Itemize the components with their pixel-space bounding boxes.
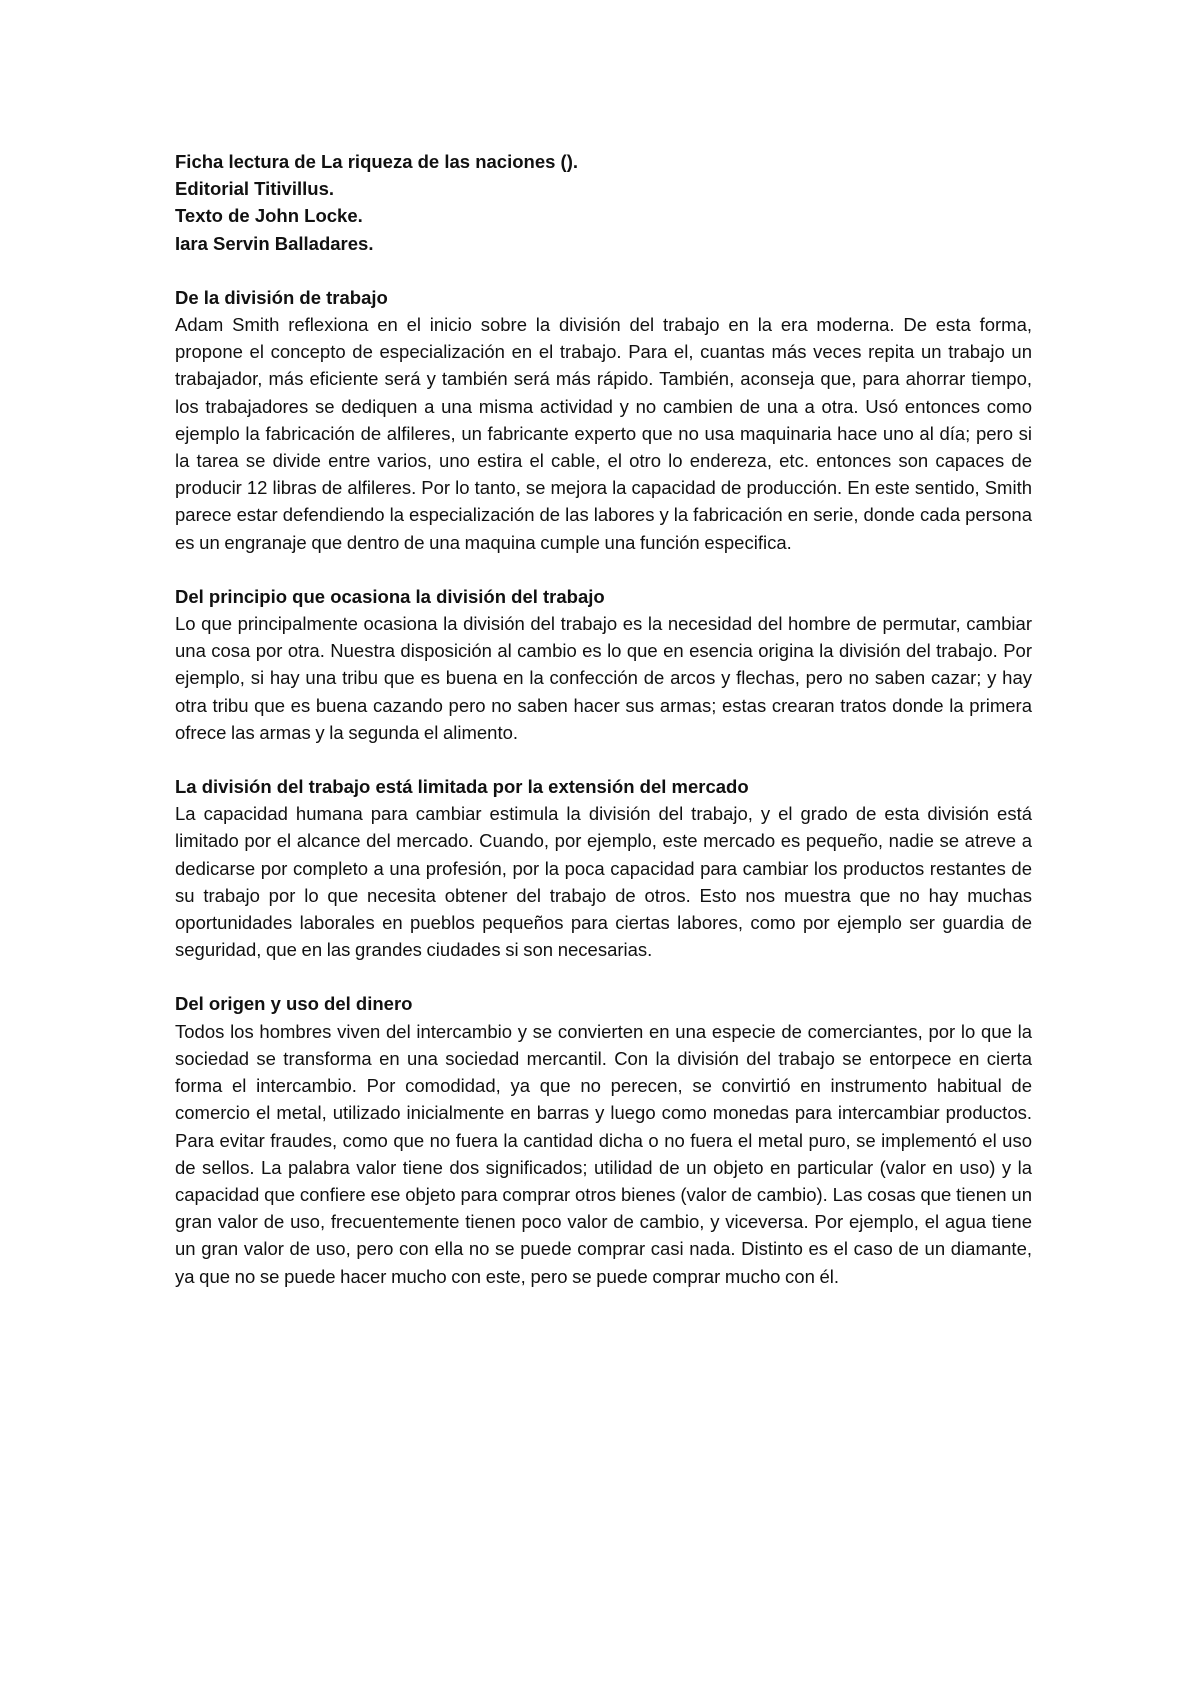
document-title: Ficha lectura de La riqueza de las naciones (). [175, 151, 579, 172]
section-paragraph: Todos los hombres viven del intercambio y se convierten en una especie de comerciantes, por lo que la sociedad se transforma en una sociedad mercantil. Con la división del trabajo se entorpece en cierta forma el intercambio. Por comodidad, ya que no perecen, se convirtió en instrumento habitual de comercio el metal, utilizado inicialmente en barras y luego como monedas para intercambiar productos. Para evitar fraudes, como que no fuera la cantidad dicha o no fuera el metal puro, se implementó el uso de sellos. La palabra valor tiene dos significados; utilidad de un objeto en particular (valor en uso) y la capacidad que confiere ese objeto para comprar otros bienes (valor de cambio). Las cosas que tienen un gran valor de uso, frecuentemente tienen poco valor de cambio, y viceversa. Por ejemplo, el agua tiene un gran valor de uso, pero con ella no se puede comprar casi nada. Distinto es el caso de un diamante, ya que no se puede hacer mucho con este, pero se puede comprar mucho con él. [175, 1020, 1032, 1287]
section-division-de-trabajo [175, 284, 1032, 556]
author-line: Texto de John Locke. [175, 205, 363, 227]
section-paragraph: Adam Smith reflexiona en el inicio sobre la división del trabajo en la era moderna. De esta forma, propone el concepto de especialización en el trabajo. Para el, cuantas más veces repita un trabajo un trabajador, más eficiente será y también será más rápido. También, aconseja que, para ahorrar tiempo, los trabajadores se dediquen a una misma actividad y no cambien de una a otra. Usó entonces como ejemplo la fabricación de alfileres, un fabricante experto que no usa maquinaria hace uno al día; pero si la tarea se divide entre varios, uno estira el cable, el otro lo endereza, etc. entonces son capaces de producir 12 libras de alfileres. Por lo tanto, se mejora la capacidad de producción. En este sentido, Smith parece estar defendiendo la especialización de las labores y la fabricación en serie, donde cada persona es un engranaje que dentro de una maquina cumple una función especifica. [175, 314, 1032, 553]
section-paragraph: La capacidad humana para cambiar estimula la división del trabajo, y el grado de esta división está limitado por el alcance del mercado. Cuando, por ejemplo, este mercado es pequeño, nadie se atreve a dedicarse por completo a una profesión, por la poca capacidad para cambiar los productos restantes de su trabajo por lo que necesita obtener del trabajo de otros. Esto nos muestra que no hay muchas oportunidades laborales en pueblos pequeños para ciertas labores, como por ejemplo ser guardia de seguridad, que en las grandes ciudades si son necesarias. [175, 803, 1032, 961]
section-principio-division [175, 583, 1032, 746]
document-content [175, 148, 1032, 1317]
publisher-line: Editorial Titivillus. [175, 178, 334, 200]
section-paragraph: Lo que principalmente ocasiona la división del trabajo es la necesidad del hombre de permutar, cambiar una cosa por otra. Nuestra disposición al cambio es lo que en esencia origina la división del trabajo. Por ejemplo, si hay una tribu que es buena en la confección de arcos y flechas, pero no saben cazar; y hay otra tribu que es buena cazando pero no saben hacer sus armas; estas crearan tratos donde la primera ofrece las armas y la segunda el alimento. [175, 613, 1032, 743]
student-name: Iara Servin Balladares. [175, 232, 374, 254]
section-origen-dinero [175, 990, 1032, 1289]
document-header [175, 148, 1032, 257]
section-extension-mercado [175, 773, 1032, 963]
section-heading: Del principio que ocasiona la división del trabajo [175, 585, 605, 607]
section-heading: Del origen y uso del dinero [175, 993, 413, 1015]
section-heading: La división del trabajo está limitada por la extensión del mercado [175, 776, 749, 798]
section-heading: De la división de trabajo [175, 286, 388, 308]
